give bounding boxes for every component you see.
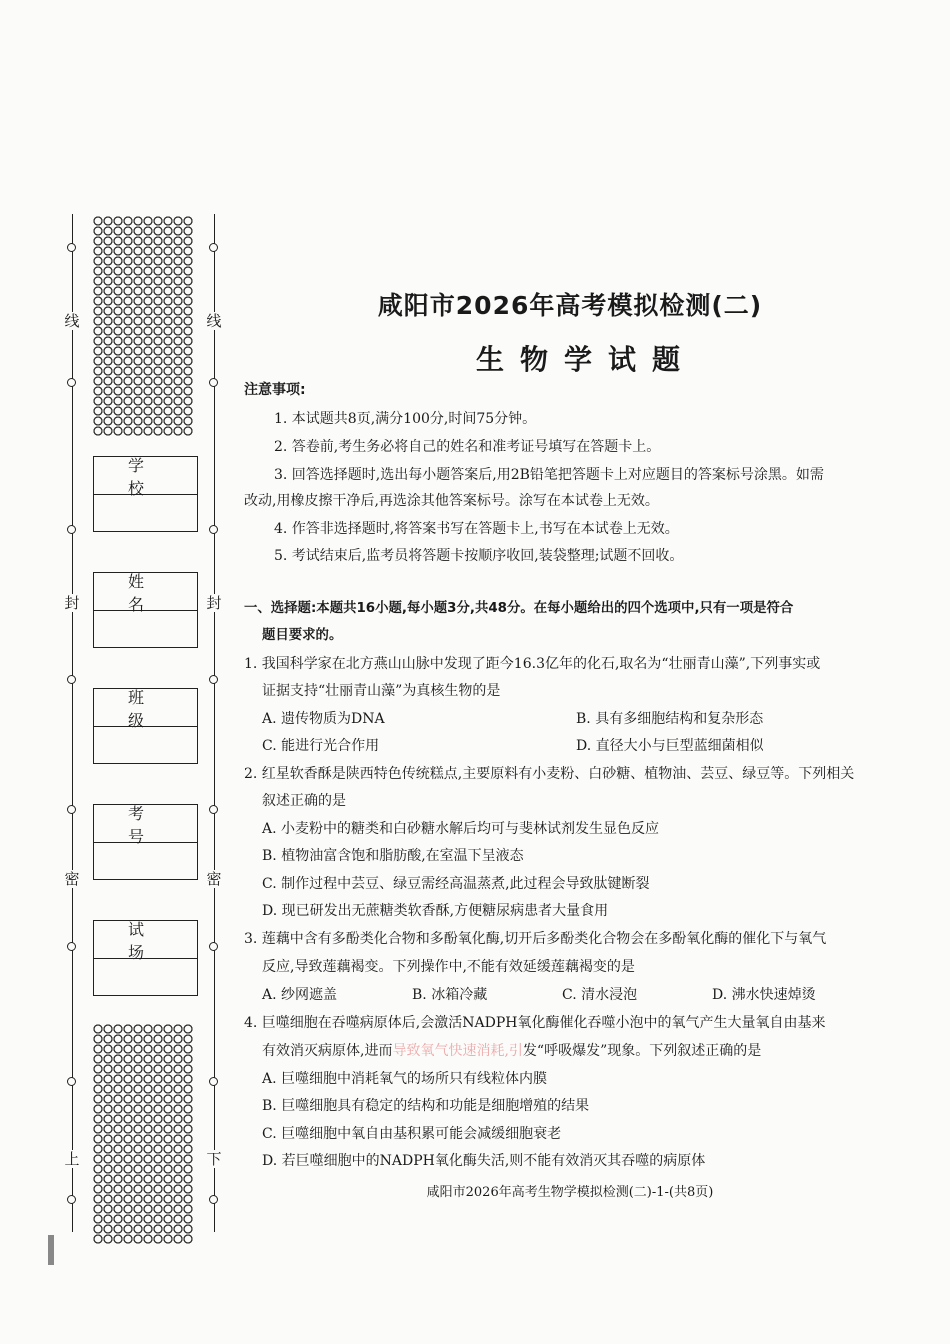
notice-item: 5. 考试结束后,监考员将答题卡按顺序收回,装袋整理;试题不回收。 <box>274 548 684 564</box>
page-title: 咸阳市2026年高考模拟检测(二) <box>377 291 763 320</box>
binding-ring <box>209 378 218 387</box>
option-a: A. 巨噬细胞中消耗氧气的场所只有线粒体内膜 <box>262 1071 548 1087</box>
cut-word-mi-left: 密 <box>64 870 80 888</box>
option-c: C. 巨噬细胞中氧自由基积累可能会减缓细胞衰老 <box>262 1126 562 1142</box>
notice-item: 1. 本试题共8页,满分100分,时间75分钟。 <box>274 411 537 427</box>
option-c: C. 能进行光合作用 <box>262 738 380 754</box>
notice-item: 3. 回答选择题时,选出每小题答案后,用2B铅笔把答题卡上对应题目的答案标号涂黑。如需 <box>274 467 824 483</box>
option-a: A. 纱网遮盖 <box>262 987 338 1003</box>
exam-number-label: 考 号 <box>94 805 197 843</box>
binding-ring <box>209 243 218 252</box>
binding-ring <box>209 525 218 534</box>
binding-ring <box>209 805 218 814</box>
section-heading: 一、选择题:本题共16小题,每小题3分,共48分。在每小题给出的四个选项中,只有一项是符合 <box>244 601 794 616</box>
notice-item-continued: 改动,用橡皮擦干净后,再选涂其他答案标号。涂写在本试卷上无效。 <box>244 493 659 509</box>
binding-ring <box>67 1195 76 1204</box>
cut-word-xian-right: 线 <box>206 312 222 330</box>
question-stem-continued: 叙述正确的是 <box>262 793 346 809</box>
question-stem-continued <box>262 1041 761 1061</box>
option-c: C. 清水浸泡 <box>562 987 638 1003</box>
cut-word-feng-left: 封 <box>64 594 80 612</box>
option-b: B. 巨噬细胞具有稳定的结构和功能是细胞增殖的结果 <box>262 1098 590 1114</box>
option-b: B. 冰箱冷藏 <box>412 987 488 1003</box>
dot-pattern-top <box>93 216 193 436</box>
binding-ring <box>209 1195 218 1204</box>
binding-ring <box>67 243 76 252</box>
option-a: A. 遗传物质为DNA <box>262 711 385 727</box>
exam-number-field[interactable] <box>93 804 198 880</box>
notice-item: 2. 答卷前,考生务必将自己的姓名和准考证号填写在答题卡上。 <box>274 439 661 455</box>
stem-text: 发“呼吸爆发”现象。下列叙述正确的是 <box>522 1043 762 1059</box>
cut-word-feng-right: 封 <box>206 594 222 612</box>
question-stem: 1. 我国科学家在北方燕山山脉中发现了距今16.3亿年的化石,取名为“壮丽青山藻”,下列事实或 <box>244 656 821 672</box>
section-heading-continued: 题目要求的。 <box>262 628 343 643</box>
binding-ring <box>67 805 76 814</box>
option-a: A. 小麦粉中的糖类和白砂糖水解后均可与斐林试剂发生显色反应 <box>262 821 660 837</box>
stem-text: 有效消灭病原体,进而 <box>262 1043 393 1059</box>
binding-ring <box>209 1077 218 1086</box>
option-b: B. 植物油富含饱和脂肪酸,在室温下呈液态 <box>262 848 524 864</box>
question-stem-continued: 反应,导致莲藕褐变。下列操作中,不能有效延缓莲藕褐变的是 <box>262 959 635 975</box>
binding-ring <box>67 1077 76 1086</box>
question-stem: 2. 红星软香酥是陕西特色传统糕点,主要原料有小麦粉、白砂糖、植物油、芸豆、绿豆等。下列相关 <box>244 766 855 782</box>
page-subtitle: 生物学试题 <box>475 343 696 376</box>
binding-ring <box>67 525 76 534</box>
binding-ring <box>67 378 76 387</box>
page-footer: 咸阳市2026年高考生物学模拟检测(二)-1-(共8页) <box>426 1185 714 1200</box>
question-stem-continued: 证据支持“壮丽青山藻”为真核生物的是 <box>262 683 501 699</box>
cut-word-shang: 上 <box>64 1150 80 1168</box>
stem-text-watermarked: 导致氧气快速消耗,引 <box>392 1043 523 1059</box>
dot-pattern-bottom <box>93 1024 193 1244</box>
school-field[interactable] <box>93 456 198 532</box>
notice-item: 4. 作答非选择题时,将答案书写在答题卡上,书写在本试卷上无效。 <box>274 521 679 537</box>
option-d: D. 沸水快速焯烫 <box>712 987 816 1003</box>
class-label: 班 级 <box>94 689 197 727</box>
option-d: D. 直径大小与巨型蓝细菌相似 <box>576 738 764 754</box>
binding-ring <box>209 675 218 684</box>
scan-edge-mark <box>48 1235 54 1265</box>
exam-room-field[interactable] <box>93 920 198 996</box>
option-c: C. 制作过程中芸豆、绿豆需经高温蒸煮,此过程会导致肽键断裂 <box>262 876 650 892</box>
binding-ring <box>67 675 76 684</box>
option-d: D. 若巨噬细胞中的NADPH氧化酶失活,则不能有效消灭其吞噬的病原体 <box>262 1153 706 1169</box>
binding-ring <box>67 942 76 951</box>
binding-ring <box>209 942 218 951</box>
cut-word-mi-right: 密 <box>206 870 222 888</box>
question-stem: 3. 莲藕中含有多酚类化合物和多酚氧化酶,切开后多酚类化合物会在多酚氧化酶的催化下与氧气 <box>244 931 827 947</box>
option-b: B. 具有多细胞结构和复杂形态 <box>576 711 764 727</box>
notice-heading: 注意事项: <box>244 382 306 398</box>
cut-word-xia: 下 <box>206 1150 222 1168</box>
option-d: D. 现已研发出无蔗糖类软香酥,方便糖尿病患者大量食用 <box>262 903 609 919</box>
name-field[interactable] <box>93 572 198 648</box>
name-label: 姓 名 <box>94 573 197 611</box>
cut-word-xian-left: 线 <box>64 312 80 330</box>
exam-room-label: 试 场 <box>94 921 197 959</box>
class-field[interactable] <box>93 688 198 764</box>
school-label: 学 校 <box>94 457 197 495</box>
question-stem: 4. 巨噬细胞在吞噬病原体后,会激活NADPH氧化酶催化吞噬小泡中的氧气产生大量氧自由基来 <box>244 1015 826 1031</box>
